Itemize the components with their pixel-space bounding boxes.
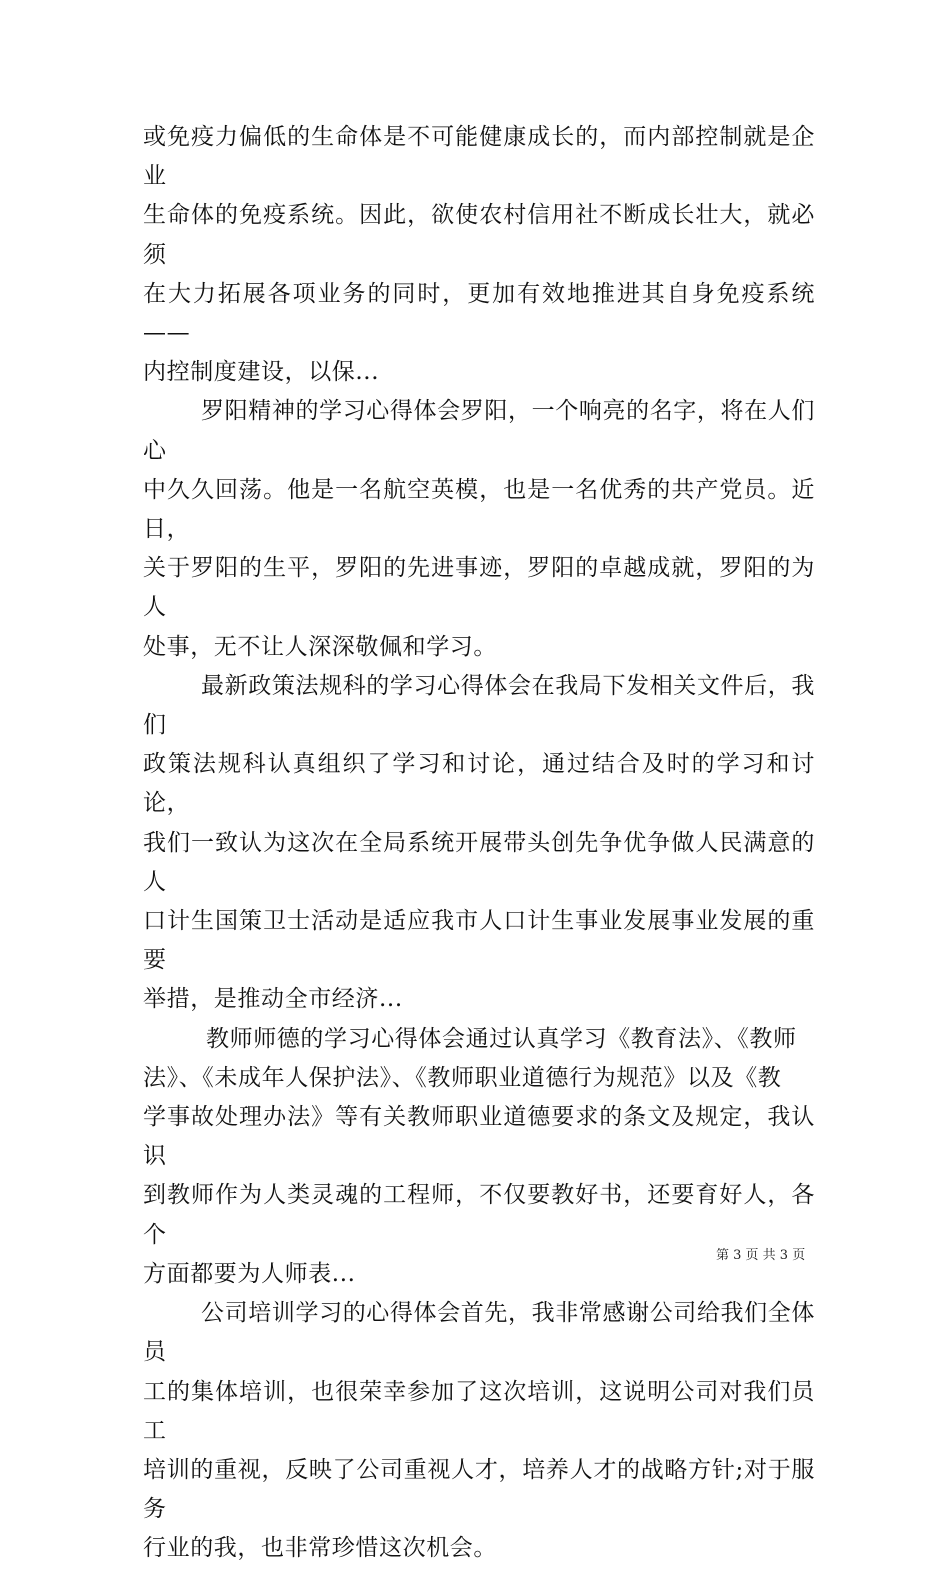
page-number-footer: 第 3 页 共 3 页 bbox=[716, 1248, 806, 1263]
paragraph-company-training: 公司培训学习的心得体会首先，我非常感谢公司给我们全体员 工的集体培训，也很荣幸参加了这次培训，这说明公司对我们员工 培训的重视，反映了公司重视人才，培养人才的战略方针;对于服务 行业的我，也非常珍惜这次机会。 bbox=[143, 1300, 815, 1562]
document-body bbox=[143, 118, 815, 1569]
paragraph-teacher-ethics: 教师师德的学习心得体会通过认真学习《教育法》、《教师 法》、《未成年人保护法》、《教师职业道德行为规范》以及《教 学事故处理办法》等有关教师职业道德要求的条文及规定，我认识 到教师作为人类灵魂的工程师，不仅要教好书，还要育好人，各个 方面都要为人师表... bbox=[143, 1025, 815, 1287]
paragraph-policy-regulation: 最新政策法规科的学习心得体会在我局下发相关文件后，我们 政策法规科认真组织了学习和讨论，通过结合及时的学习和讨论， 我们一致认为这次在全局系统开展带头创先争优争做人民满意的人 口计生国策卫士活动是适应我市人口计生事业发展事业发展的重要 举措，是推动全市经济... bbox=[143, 672, 815, 1013]
paragraph-internal-control: 或免疫力偏低的生命体是不可能健康成长的，而内部控制就是企业 生命体的免疫系统。因此，欲使农村信用社不断成长壮大，就必须 在大力拓展各项业务的同时，更加有效地推进其自身免疫系统—— 内控制度建设，以保... bbox=[143, 124, 815, 386]
paragraph-luoyang-spirit: 罗阳精神的学习心得体会罗阳，一个响亮的名字，将在人们心 中久久回荡。他是一名航空英模，也是一名优秀的共产党员。近日， 关于罗阳的生平，罗阳的先进事迹，罗阳的卓越成就，罗阳的为人 处事，无不让人深深敬佩和学习。 bbox=[143, 398, 815, 660]
